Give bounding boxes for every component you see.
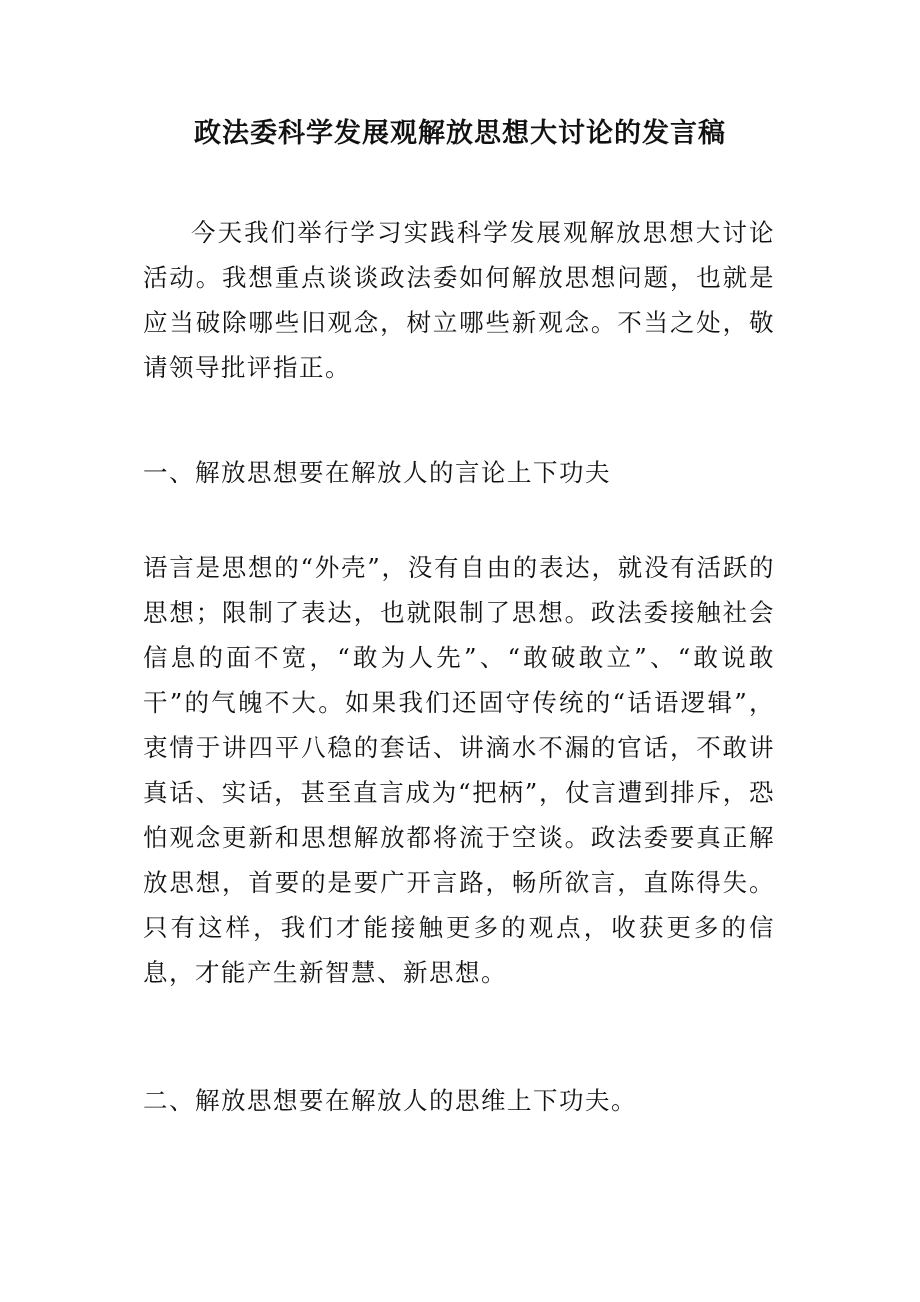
document-title: 政法委科学发展观解放思想大讨论的发言稿 xyxy=(194,118,726,149)
intro-paragraph: 今天我们举行学习实践科学发展观解放思想大讨论活动。我想重点谈谈政法委如何解放思想问题，也就是应当破除哪些旧观念，树立哪些新观念。不当之处，敬请领导批评指正。 xyxy=(143,218,775,382)
section-heading-1: 一、解放思想要在解放人的言论上下功夫 xyxy=(143,458,611,487)
section-body-1: 语言是思想的“外壳”，没有自由的表达，就没有活跃的思想；限制了表达，也就限制了思想。政法委接触社会信息的面不宽，“敢为人先”、“敢破敢立”、“敢说敢干”的气魄不大。如果我们还固守传统的“话语逻辑”，衷情于讲四平八稳的套话、讲滴水不漏的官话，不敢讲真话、实话，甚至直言成为“把柄”，仗言遭到排斥，恐怕观念更新和思想解放都将流于空谈。政法委要真正解放思想，首要的是要广开言路，畅所欲言，直陈得失。只有这样，我们才能接触更多的观点，收获更多的信息，才能产生新智慧、新思想。 xyxy=(143,553,775,987)
section-heading-2: 二、解放思想要在解放人的思维上下功夫。 xyxy=(143,1086,637,1115)
